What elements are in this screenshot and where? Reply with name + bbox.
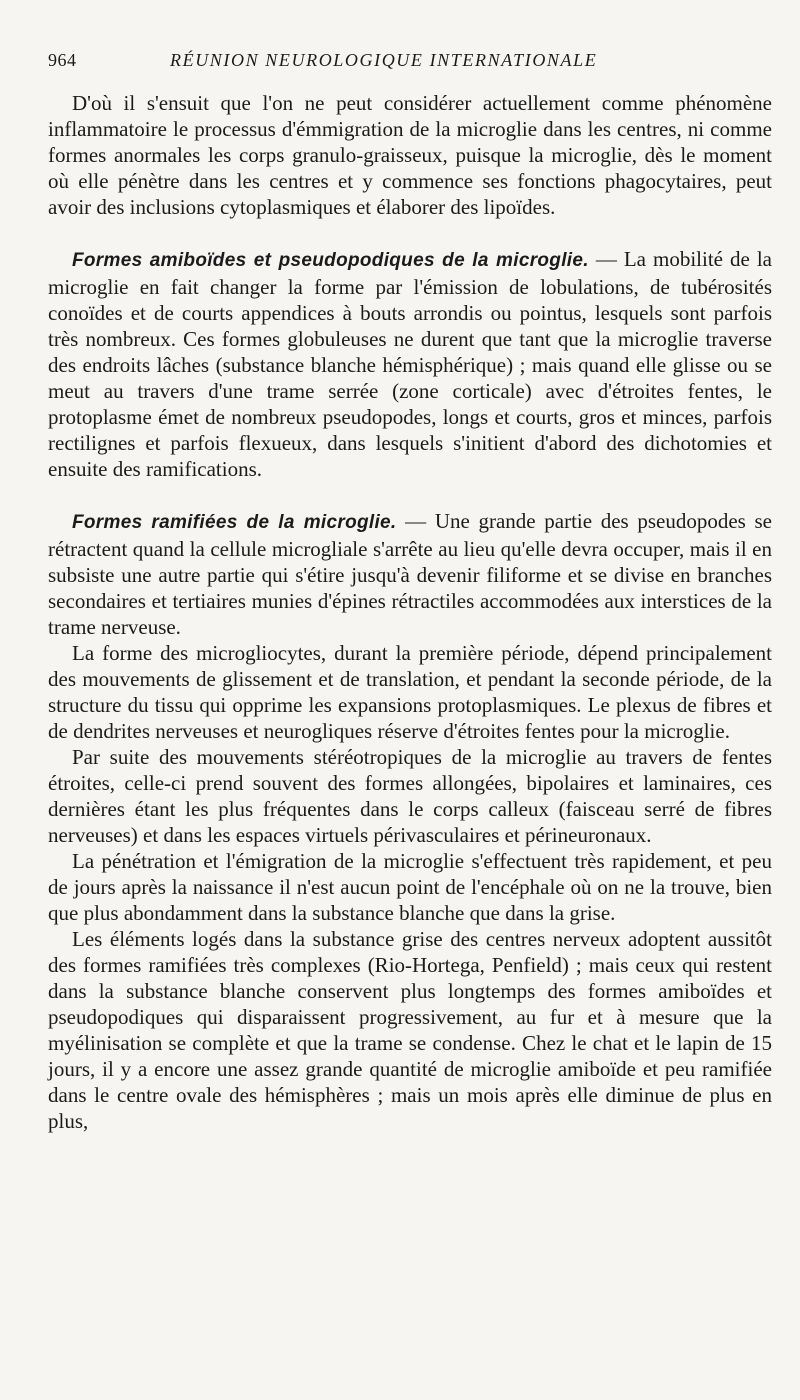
- running-header: [48, 50, 752, 76]
- paragraph-amoeboid: [48, 246, 772, 482]
- paragraph-1: D'où il s'ensuit que l'on ne peut considérer actuellement comme phénomène inflammatoire le processus d'émmigration de la microglie dans les centres, ni comme formes anormales les corps granulo-graisseux, puisque la microglie, dès le moment où elle pénètre dans les centres et y commence ses fonctions phagocytaires, peut avoir des inclusions cytoplasmiques et élaborer des lipoïdes.: [48, 91, 772, 219]
- section-text-amoeboid: — La mobilité de la microglie en fait changer la forme par l'émission de lobulations, de tubérosités conoïdes et de courts appendices à bouts arrondis ou pointus, lesquels sont parfois très nombreux. Ces formes globuleuses ne durent que tant que la microglie traverse des endroits lâches (substance blanche hémisphérique) ; mais quand elle glisse ou se meut au travers d'une trame serrée (zone corticale) avec d'étroites fentes, le protoplasme émet de nombreux pseudopodes, longs et courts, gros et minces, parfois rectilignes et parfois flexueux, dans lesquels s'initient d'abord des dichotomies et ensuite des ramifications.: [48, 247, 772, 481]
- running-title: RÉUNION NEUROLOGIQUE INTERNATIONALE: [170, 50, 598, 70]
- section-title-amoeboid: Formes amiboïdes et pseudopodiques de la microglie.: [72, 250, 589, 271]
- paragraph-6: La pénétration et l'émigration de la microglie s'effectuent très rapidement, et peu de jours après la naissance il n'est aucun point de l'encéphale où on ne la trouve, bien que plus abondamment dans la substance blanche que dans la grise.: [48, 849, 772, 925]
- page-number: 964: [48, 50, 77, 70]
- body-text: [48, 90, 772, 1134]
- section-title-ramified: Formes ramifiées de la microglie.: [72, 512, 397, 533]
- paragraph-7: Les éléments logés dans la substance grise des centres nerveux adoptent aussitôt des formes ramifiées très complexes (Rio-Hortega, Penfield) ; mais ceux qui restent dans la substance blanche conservent plus longtemps des formes amiboïdes et pseudopodiques qui disparaissent progressivement, au fur et à mesure que la myélinisation se complète et que la trame se condense. Chez le chat et le lapin de 15 jours, il y a encore une assez grande quantité de microglie amiboïde et peu ramifiée dans le centre ovale des hémisphères ; mais un mois après elle diminue de plus en plus,: [48, 927, 772, 1133]
- paragraph-ramified: [48, 508, 772, 640]
- paragraph-5: Par suite des mouvements stéréotropiques de la microglie au travers de fentes étroites, celle-ci prend souvent des formes allongées, bipolaires et laminaires, ces dernières étant les plus fréquentes dans le corps calleux (faisceau serré de fibres nerveuses) et dans les espaces virtuels périvasculaires et périneuronaux.: [48, 745, 772, 847]
- paragraph-4: La forme des microgliocytes, durant la première période, dépend principalement des mouvements de glissement et de translation, et pendant la seconde période, de la structure du tissu qui opprime les expansions protoplasmiques. Le plexus de fibres et de dendrites nerveuses et neurogliques réserve d'étroites fentes pour la microglie.: [48, 641, 772, 743]
- section-text-ramified: — Une grande partie des pseudopodes se rétractent quand la cellule microgliale s'arrête au lieu qu'elle devra occuper, mais il en subsiste une autre partie qui s'étire jusqu'à devenir filiforme et se divise en branches secondaires et tertiaires munies d'épines rétractiles accommodées aux interstices de la trame nerveuse.: [48, 509, 773, 639]
